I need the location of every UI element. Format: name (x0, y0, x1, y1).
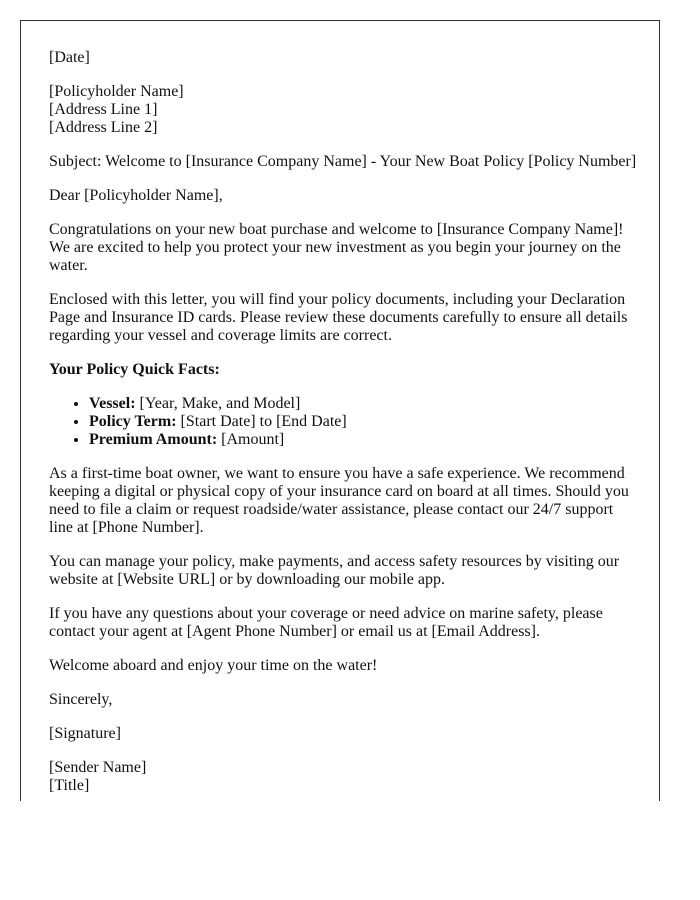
sender-name: [Sender Name] (49, 759, 147, 776)
sign-off: Sincerely, (49, 691, 113, 708)
sender-block (49, 759, 639, 795)
quick-fact-policy-term (89, 413, 639, 431)
contact-paragraph: If you have any questions about your coverage or need advice on marine safety, please contact your agent at [Agent Phone Number] or email us at [Email Address]. (49, 605, 603, 640)
salutation: Dear [Policyholder Name], (49, 187, 223, 204)
quick-facts-heading: Your Policy Quick Facts: (49, 361, 220, 378)
online-services-paragraph: You can manage your policy, make payments, and access safety resources by visiting our website at [Website URL] or by downloading our mobile app. (49, 553, 620, 588)
safety-paragraph: As a first-time boat owner, we want to ensure you have a safe experience. We recommend keeping a digital or physical copy of your insurance card on board at all times. Should you need to file a claim or request roadside/water assistance, please contact our 24/7 support line at [Phone Number]. (49, 465, 629, 536)
enclosures-paragraph: Enclosed with this letter, you will find your policy documents, including your Declaration Page and Insurance ID cards. Please review these documents carefully to ensure all details regarding your vessel and coverage limits are correct. (49, 291, 628, 344)
sender-title: [Title] (49, 777, 90, 794)
recipient-block (49, 83, 639, 137)
recipient-name: [Policyholder Name] (49, 83, 184, 100)
quick-fact-label: Premium Amount: (89, 431, 218, 448)
quick-fact-premium-amount (89, 431, 639, 449)
recipient-address-line-1: [Address Line 1] (49, 101, 158, 118)
welcome-aboard-paragraph: Welcome aboard and enjoy your time on the water! (49, 657, 378, 674)
quick-fact-value: [Start Date] to [End Date] (176, 413, 347, 430)
letter-content (49, 49, 639, 801)
quick-fact-label: Policy Term: (89, 413, 177, 430)
intro-paragraph: Congratulations on your new boat purchase and welcome to [Insurance Company Name]! We are excited to help you protect your new investment as you begin your journey on the water. (49, 221, 624, 274)
letter-date: [Date] (49, 49, 90, 66)
quick-fact-label: Vessel: (89, 395, 136, 412)
signature: [Signature] (49, 725, 121, 742)
quick-facts-list (49, 395, 639, 449)
quick-fact-value: [Amount] (217, 431, 285, 448)
quick-fact-value: [Year, Make, and Model] (135, 395, 301, 412)
quick-fact-vessel (89, 395, 639, 413)
letter-page (20, 20, 660, 801)
subject-line: Subject: Welcome to [Insurance Company Name] - Your New Boat Policy [Policy Number] (49, 153, 637, 170)
recipient-address-line-2: [Address Line 2] (49, 119, 158, 136)
